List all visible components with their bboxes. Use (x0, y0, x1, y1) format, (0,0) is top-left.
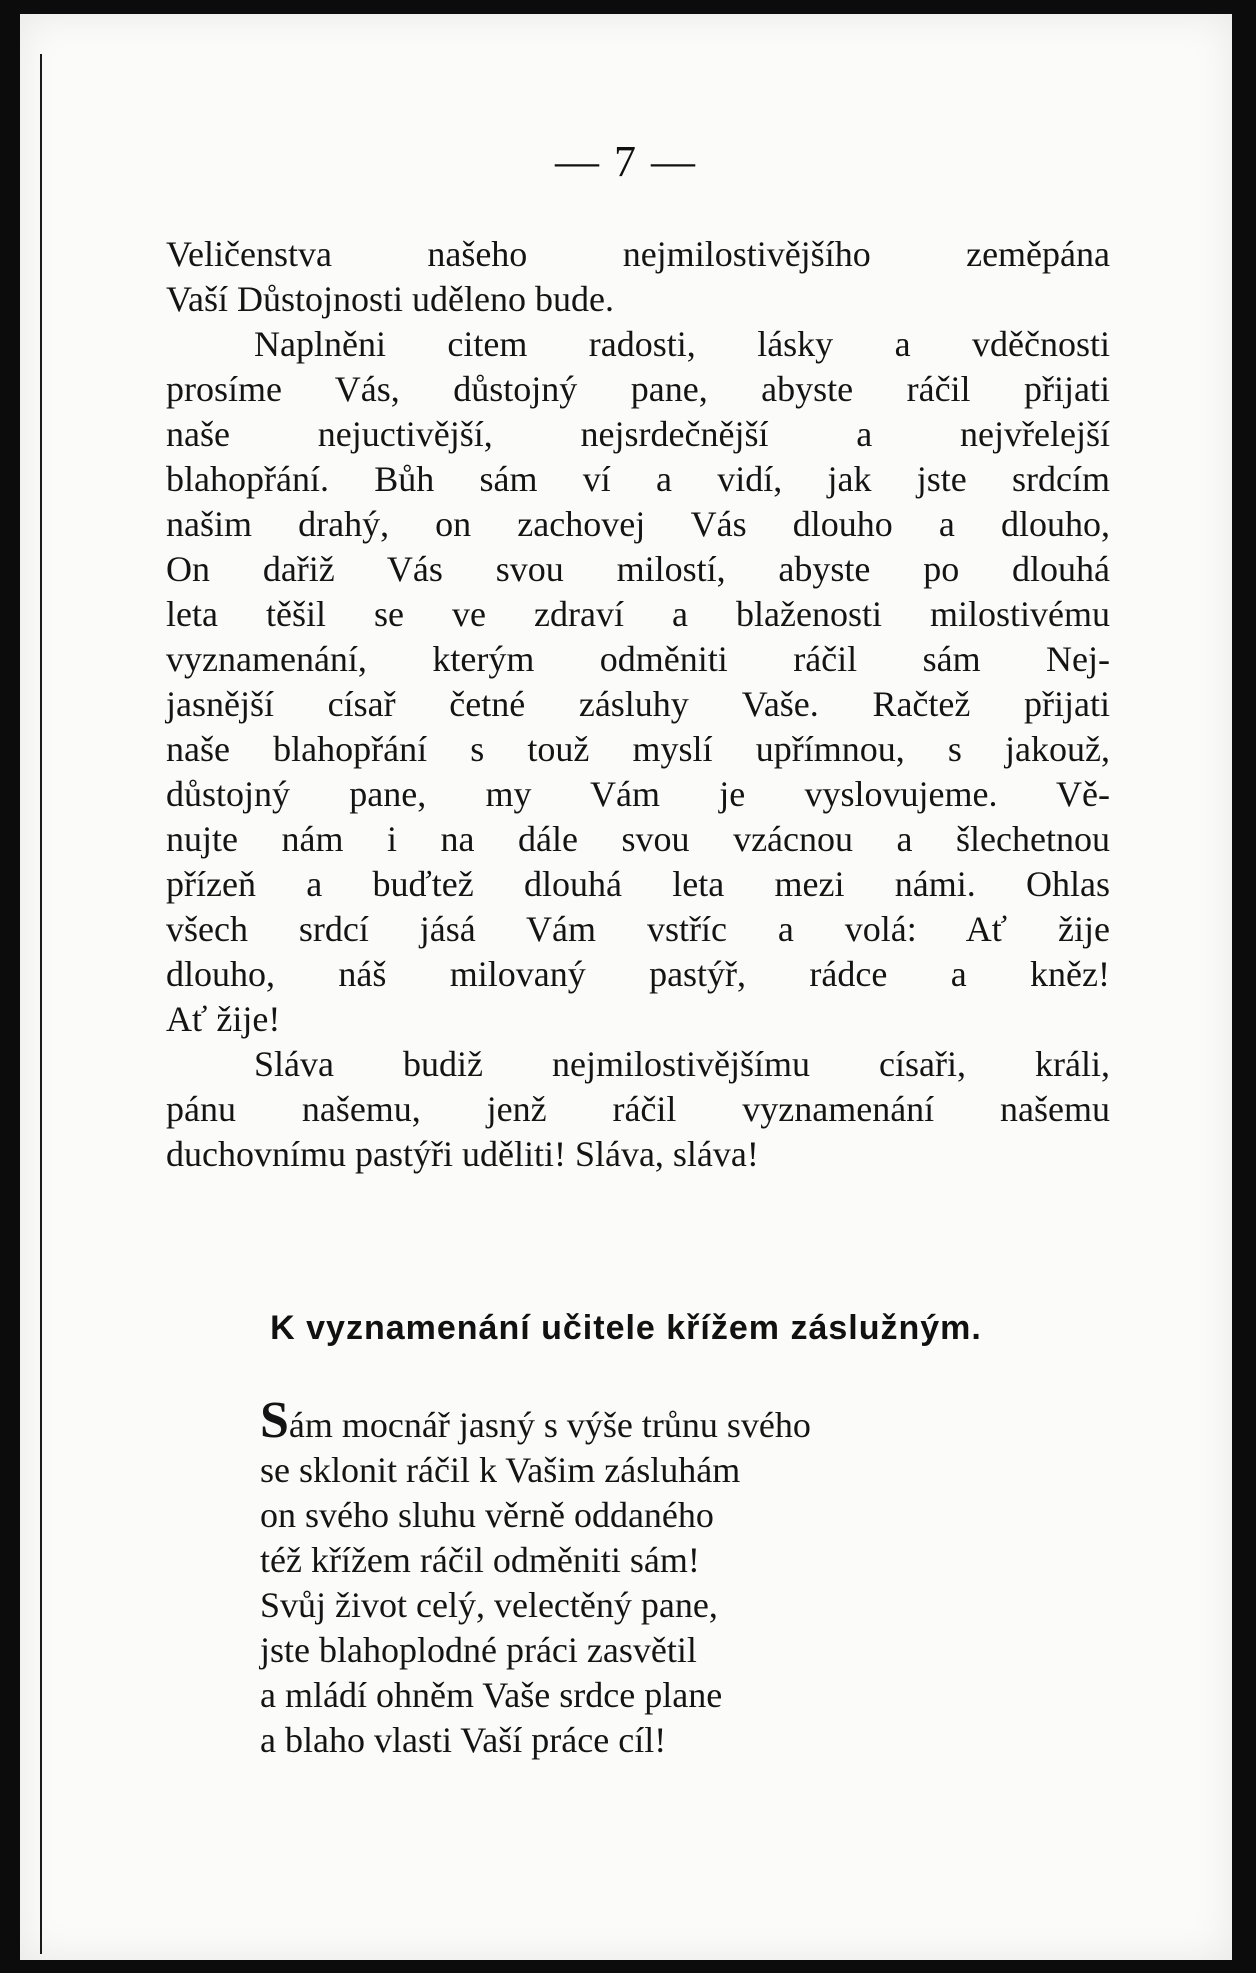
text-line: blahopřání. Bůh sám ví a vidí, jak jste srdcím (166, 459, 1110, 499)
text-line: dlouho, náš milovaný pastýř, rádce a kněz! (166, 954, 1110, 994)
text-line: Veličenstva našeho nejmilostivějšího zeměpána (166, 234, 1110, 274)
poem-line (260, 1392, 1090, 1449)
text-line: Vaší Důstojnosti uděleno bude. (166, 279, 614, 319)
poem-line: se sklonit ráčil k Vašim zásluhám (260, 1450, 741, 1490)
poem-line: jste blahoplodné práci zasvětil (260, 1630, 697, 1670)
text-line: naše nejuctivější, nejsrdečnější a nejvřelejší (166, 414, 1110, 454)
text-line: vyznamenání, kterým odměniti ráčil sám Nej- (166, 639, 1110, 679)
poem-line: též křížem ráčil odměniti sám! (260, 1540, 700, 1580)
text-line: důstojný pane, my Vám je vyslovujeme. Vě- (166, 774, 1110, 814)
text-line: Ať žije! (166, 999, 281, 1039)
drop-cap: S (260, 1392, 289, 1449)
poem-line: a mládí ohněm Vaše srdce plane (260, 1675, 723, 1715)
poem-line: on svého sluhu věrně oddaného (260, 1495, 714, 1535)
poem (260, 1392, 1090, 1763)
text-line: leta těšil se ve zdraví a blaženosti milostivému (166, 594, 1110, 634)
binding-edge-line (40, 54, 42, 1954)
text-line: Naplněni citem radosti, lásky a vděčnosti (254, 324, 1110, 364)
page-number: — 7 — (555, 137, 697, 186)
poem-line: a blaho vlasti Vaší práce cíl! (260, 1720, 667, 1760)
text-line: naše blahopřání s touž myslí upřímnou, s jakouž, (166, 729, 1110, 769)
body-paragraphs (166, 232, 1110, 1177)
text-line: Sláva budiž nejmilostivějšímu císaři, králi, (254, 1044, 1110, 1084)
text-line: On dařiž Vás svou milostí, abyste po dlouhá (166, 549, 1110, 589)
text-line: všech srdcí jásá Vám vstříc a volá: Ať žije (166, 909, 1110, 949)
poem-first-line-text: ám mocnář jasný s výše trůnu svého (288, 1405, 811, 1445)
text-line: nujte nám i na dále svou vzácnou a šlechetnou (166, 819, 1110, 859)
text-line: jasnější císař četné zásluhy Vaše. Račtež přijati (166, 684, 1110, 724)
text-line: prosíme Vás, důstojný pane, abyste ráčil přijati (166, 369, 1110, 409)
text-line: našim drahý, on zachovej Vás dlouho a dlouho, (166, 504, 1110, 544)
text-line: duchovnímu pastýři uděliti! Sláva, sláva! (166, 1134, 759, 1174)
poem-line: Svůj život celý, velectěný pane, (260, 1585, 718, 1625)
text-line: přízeň a buďtež dlouhá leta mezi námi. Ohlas (166, 864, 1110, 904)
section-heading: K vyznamenání učitele křížem záslužným. (270, 1309, 982, 1347)
text-line: pánu našemu, jenž ráčil vyznamenání našemu (166, 1089, 1110, 1129)
book-page (20, 14, 1232, 1960)
